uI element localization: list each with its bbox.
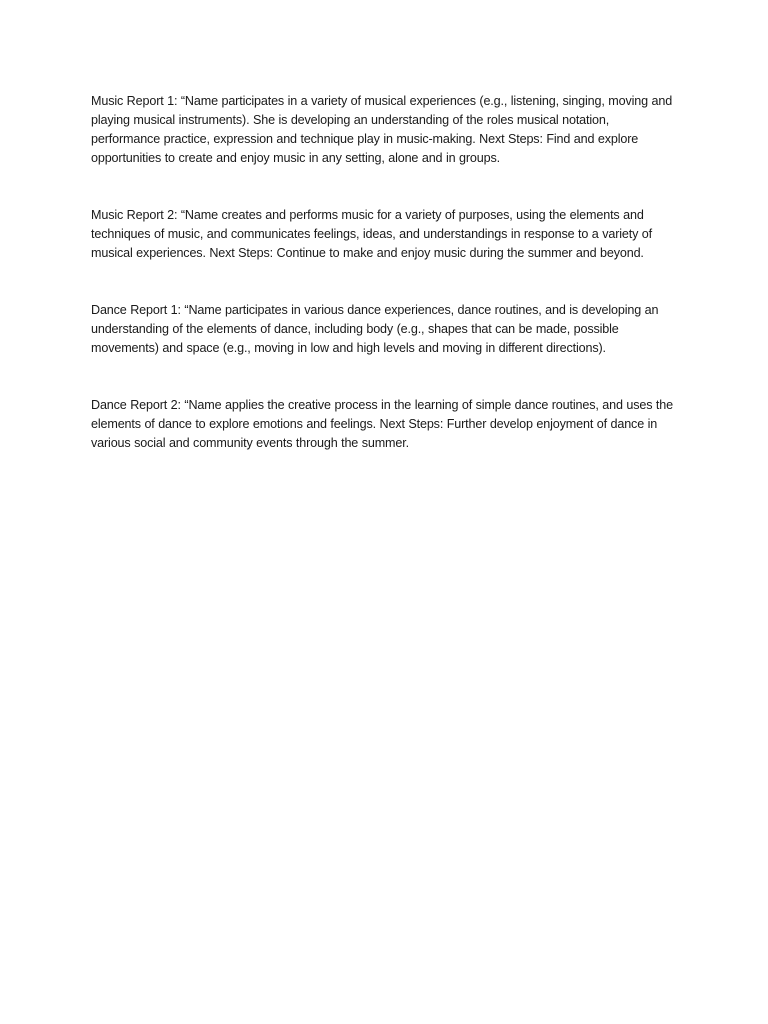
music-report-1: Music Report 1: “Name participates in a variety of musical experiences (e.g., listening, singing, moving and playing musical instruments). She is developing an understanding of the roles musical notation, performance practice, expression and technique play in music-making. Next Steps: Find and explore opportunities to create and enjoy music in any setting, alone and in groups. <box>91 94 673 165</box>
dance-report-1: Dance Report 1: “Name participates in various dance experiences, dance routines, and is developing an understanding of the elements of dance, including body (e.g., shapes that can be made, possible movements) and space (e.g., moving in low and high levels and moving in different directions). <box>91 303 659 355</box>
document-body <box>91 92 681 453</box>
music-report-2: Music Report 2: “Name creates and performs music for a variety of purposes, using the elements and techniques of music, and communicates feelings, ideas, and understandings in response to a variety of musical experiences. Next Steps: Continue to make and enjoy music during the summer and beyond. <box>91 208 652 260</box>
dance-report-2: Dance Report 2: “Name applies the creative process in the learning of simple dance routines, and uses the elements of dance to explore emotions and feelings. Next Steps: Further develop enjoyment of dance in various social and community events through the summer. <box>91 398 673 450</box>
